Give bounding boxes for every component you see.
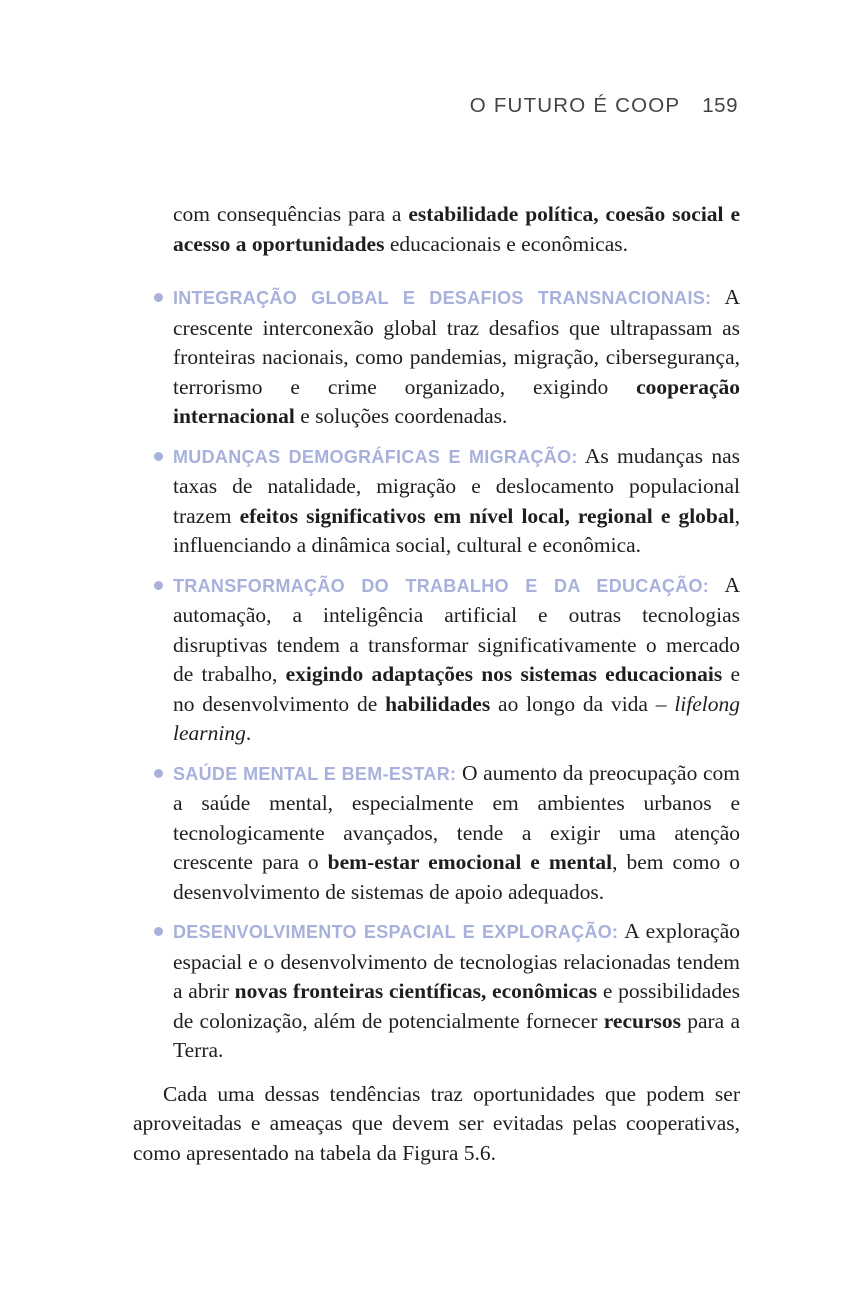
running-head bbox=[470, 94, 738, 118]
trend-text bbox=[173, 283, 740, 432]
bullet-icon bbox=[154, 452, 163, 461]
trend-heading: TRANSFORMAÇÃO DO TRABALHO E DA EDUCAÇÃO: bbox=[173, 575, 710, 596]
trend-text bbox=[173, 917, 740, 1066]
trend-item-mudancas-demograficas bbox=[133, 442, 740, 561]
trend-body: A exploração espacial e o desenvolvimento de tecnologias relacionadas tendem a abrir novas fronteiras científicas, econômicas e possibilidades de colonização, além de potencialmente fornecer recursos para a Terra. bbox=[173, 919, 740, 1062]
bullet-icon bbox=[154, 293, 163, 302]
trend-heading: SAÚDE MENTAL E BEM-ESTAR: bbox=[173, 763, 457, 784]
trend-item-saude-mental bbox=[133, 759, 740, 908]
bullet-icon bbox=[154, 769, 163, 778]
intro-paragraph: com consequências para a estabilidade política, coesão social e acesso a oportunidades educacionais e econômicas. bbox=[173, 202, 740, 256]
trend-item-integracao-global bbox=[133, 283, 740, 432]
trend-heading: INTEGRAÇÃO GLOBAL E DESAFIOS TRANSNACIONAIS: bbox=[173, 288, 712, 308]
trend-text bbox=[173, 571, 740, 749]
bullet-icon bbox=[154, 581, 163, 590]
page-content bbox=[133, 200, 740, 1168]
trend-heading: DESENVOLVIMENTO ESPACIAL E EXPLORAÇÃO: bbox=[173, 922, 619, 942]
closing-paragraph: Cada uma dessas tendências traz oportunidades que podem ser aproveitadas e ameaças que devem ser evitadas pelas cooperativas, como apresentado na tabela da Figura 5.6. bbox=[133, 1081, 740, 1165]
bullet-icon bbox=[154, 927, 163, 936]
trend-text bbox=[173, 759, 740, 908]
trend-body: As mudanças nas taxas de natalidade, migração e deslocamento populacional trazem efeitos significativos em nível local, regional e global, influenciando a dinâmica social, cultural e econômica. bbox=[173, 443, 740, 557]
trend-list bbox=[133, 283, 740, 1066]
trend-heading: MUDANÇAS DEMOGRÁFICAS E MIGRAÇÃO: bbox=[173, 446, 578, 467]
trend-body: O aumento da preocupação com a saúde mental, especialmente em ambientes urbanos e tecnologicamente avançados, tende a exigir uma atenção crescente para o bem-estar emocional e mental, bem como o desenvolvimento de sistemas de apoio adequados. bbox=[173, 760, 740, 904]
trend-body: A crescente interconexão global traz desafios que ultrapassam as fronteiras nacionais, como pandemias, migração, cibersegurança, terrorismo e crime organizado, exigindo cooperação internacional e soluções coordenadas. bbox=[173, 285, 740, 428]
trend-item-desenvolvimento-espacial bbox=[133, 917, 740, 1066]
trend-item-transformacao-trabalho bbox=[133, 571, 740, 749]
trend-text bbox=[173, 442, 740, 561]
page-number: 159 bbox=[702, 94, 738, 117]
running-head-title: O FUTURO É COOP bbox=[469, 94, 681, 117]
trend-body: A automação, a inteligência artificial e outras tecnologias disruptivas tendem a transformar significativamente o mercado de trabalho, exigindo adaptações nos sistemas educacionais e no desenvolvimento de habilidades ao longo da vida – lifelong learning. bbox=[173, 572, 740, 745]
